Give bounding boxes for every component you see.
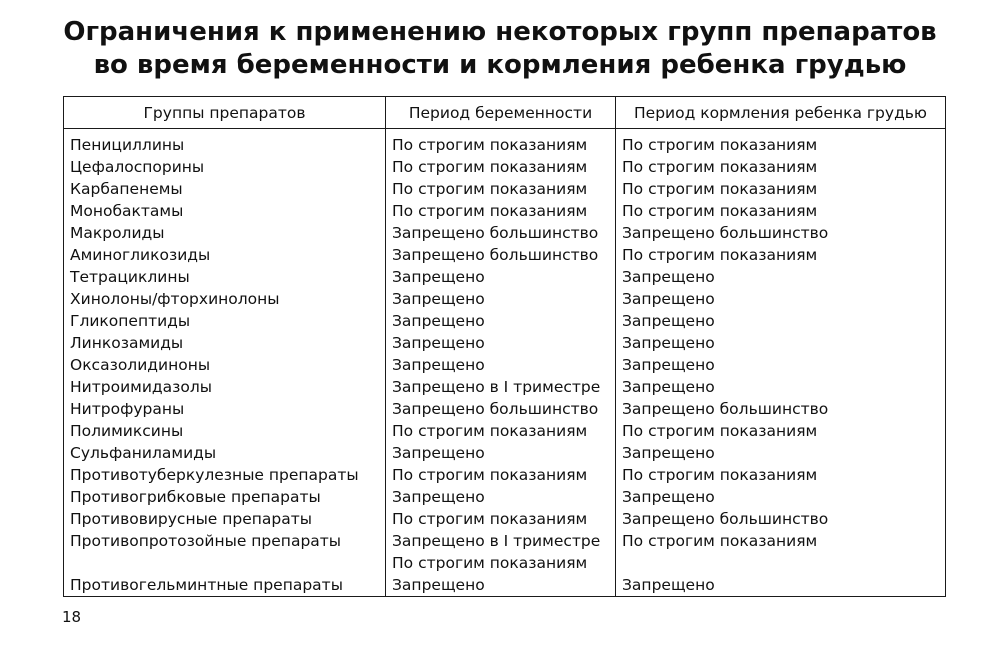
header-breastfeeding-period: Период кормления ребенка грудью — [616, 97, 946, 129]
pregnancy-cell: По строгим показаниям — [392, 202, 588, 220]
drug-group-cell: Полимиксины — [70, 422, 184, 440]
drug-group-cell: Тетрациклины — [70, 268, 190, 286]
pregnancy-cell: По строгим показаниям — [392, 158, 588, 176]
pregnancy-cell: Запрещено — [392, 356, 485, 374]
drug-group-cell: Карбапенемы — [70, 180, 183, 198]
breastfeeding-cell: Запрещено — [622, 356, 715, 374]
pregnancy-cell: Запрещено — [392, 444, 485, 462]
drug-group-cell: Хинолоны/фторхинолоны — [70, 290, 280, 308]
pregnancy-cell: По строгим показаниям — [392, 422, 588, 440]
drug-group-cell: Противогельминтные препараты — [70, 576, 343, 594]
pregnancy-cell: Запрещено в I триместре — [392, 378, 601, 396]
drug-group-cell: Противогрибковые препараты — [70, 488, 321, 506]
drug-group-cell: Монобактамы — [70, 202, 184, 220]
breastfeeding-cell: Запрещено большинство — [622, 400, 829, 418]
breastfeeding-cell: Запрещено — [622, 488, 715, 506]
drug-restrictions-table — [63, 96, 946, 597]
drug-group-cell: Линкозамиды — [70, 334, 184, 352]
breastfeeding-cell: Запрещено большинство — [622, 224, 829, 242]
pregnancy-cell: Запрещено — [392, 334, 485, 352]
drug-group-cell: Аминогликозиды — [70, 246, 211, 264]
pregnancy-cell: Запрещено в I триместре — [392, 532, 601, 550]
drug-group-cell: Макролиды — [70, 224, 165, 242]
pregnancy-cell: По строгим показаниям — [392, 180, 588, 198]
drug-group-cell: Оксазолидиноны — [70, 356, 211, 374]
pregnancy-cell: Запрещено большинство — [392, 224, 599, 242]
pregnancy-cell: Запрещено — [392, 290, 485, 308]
pregnancy-cell: По строгим показаниям — [392, 510, 588, 528]
breastfeeding-cell: Запрещено — [622, 576, 715, 594]
drug-group-cell: Противопротозойные препараты — [70, 532, 342, 550]
breastfeeding-cell: По строгим показаниям — [622, 422, 818, 440]
drug-group-cell: Пенициллины — [70, 136, 185, 154]
breastfeeding-cell: Запрещено — [622, 334, 715, 352]
drug-group-cell — [70, 552, 385, 574]
breastfeeding-cell: Запрещено — [622, 378, 715, 396]
breastfeeding-cell — [622, 552, 945, 574]
breastfeeding-cell: Запрещено — [622, 312, 715, 330]
table-header-row — [64, 97, 946, 129]
drug-group-cell: Цефалоспорины — [70, 158, 205, 176]
table-body-row — [64, 129, 946, 597]
pregnancy-cell: Запрещено — [392, 312, 485, 330]
pregnancy-cell: Запрещено — [392, 488, 485, 506]
pregnancy-cell: Запрещено большинство — [392, 400, 599, 418]
breastfeeding-cell: По строгим показаниям — [622, 180, 818, 198]
breastfeeding-cell: По строгим показаниям — [622, 246, 818, 264]
breastfeeding-cell: Запрещено — [622, 290, 715, 308]
pregnancy-cell: По строгим показаниям — [392, 554, 588, 572]
drug-group-column — [64, 129, 386, 597]
breastfeeding-cell: По строгим показаниям — [622, 532, 818, 550]
pregnancy-cell: По строгим показаниям — [392, 466, 588, 484]
drug-group-cell: Гликопептиды — [70, 312, 191, 330]
header-pregnancy-period: Период беременности — [386, 97, 616, 129]
page-title-line-2: во время беременности и кормления ребенка грудью — [93, 50, 907, 80]
drug-group-cell: Противотуберкулезные препараты — [70, 466, 359, 484]
breastfeeding-cell: По строгим показаниям — [622, 158, 818, 176]
pregnancy-cell: Запрещено — [392, 268, 485, 286]
header-drug-groups: Группы препаратов — [64, 97, 386, 129]
page-number: 18 — [62, 608, 82, 626]
pregnancy-cell: Запрещено большинство — [392, 246, 599, 264]
pregnancy-cell: Запрещено — [392, 576, 485, 594]
breastfeeding-cell: Запрещено — [622, 268, 715, 286]
breastfeeding-cell: По строгим показаниям — [622, 136, 818, 154]
drug-group-cell: Нитрофураны — [70, 400, 185, 418]
page-title-line-1: Ограничения к применению некоторых групп препаратов — [63, 17, 937, 47]
breastfeeding-cell: По строгим показаниям — [622, 466, 818, 484]
breastfeeding-cell: По строгим показаниям — [622, 202, 818, 220]
pregnancy-cell: По строгим показаниям — [392, 136, 588, 154]
breastfeeding-cell: Запрещено — [622, 444, 715, 462]
drug-group-cell: Противовирусные препараты — [70, 510, 313, 528]
drug-group-cell: Нитроимидазолы — [70, 378, 213, 396]
page-title — [0, 16, 1000, 82]
pregnancy-column — [386, 129, 616, 597]
breastfeeding-column — [616, 129, 946, 597]
breastfeeding-cell: Запрещено большинство — [622, 510, 829, 528]
drug-group-cell: Сульфаниламиды — [70, 444, 217, 462]
